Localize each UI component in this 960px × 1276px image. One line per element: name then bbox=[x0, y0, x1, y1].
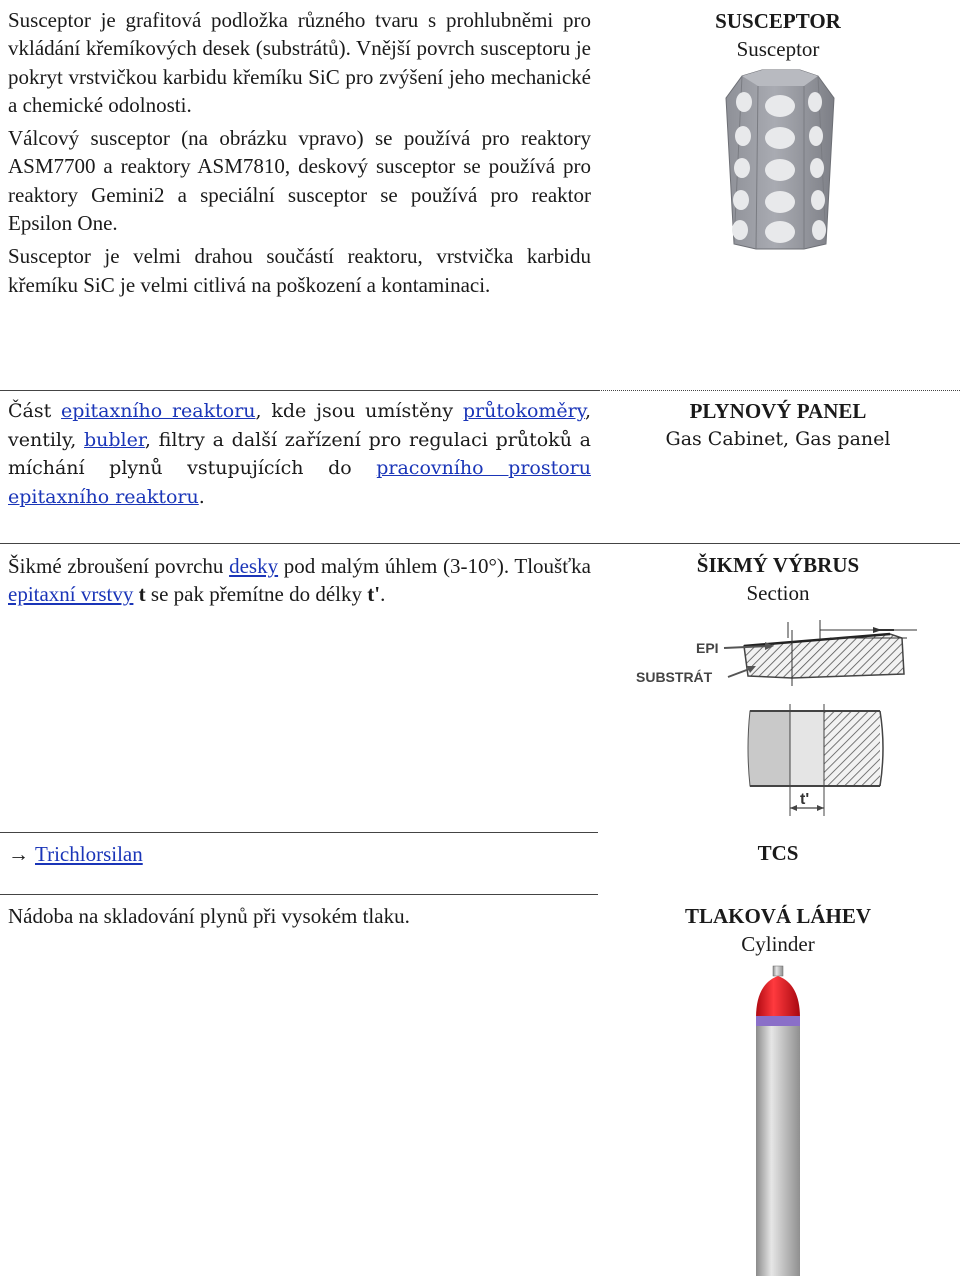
row-divider bbox=[0, 543, 960, 544]
link-bubbler[interactable]: bubler bbox=[84, 428, 145, 451]
susceptor-paragraph-2: Válcový susceptor (na obrázku vpravo) se používá pro reaktory ASM7700 a reaktory ASM7810, deskový susceptor se používá pro reaktory Gemini2 a speciální susceptor se používá pro reaktor Epsilon One. bbox=[8, 126, 591, 236]
susceptor-image bbox=[722, 68, 838, 250]
gas-cylinder-image bbox=[752, 964, 804, 1276]
text-part: Šikmé zbroušení povrchu bbox=[8, 554, 230, 578]
row-divider bbox=[598, 390, 960, 391]
arrow-icon: → bbox=[8, 842, 29, 866]
link-working-chamber[interactable]: pracovního prostoru epitaxního reaktoru bbox=[8, 457, 591, 508]
row-divider bbox=[0, 894, 598, 895]
text-part: pod malým úhlem (3-10°). Tloušťka bbox=[278, 554, 591, 578]
symbol-t: t bbox=[138, 582, 146, 607]
text-part: se pak přemítne do délky bbox=[145, 582, 368, 607]
cylinder-english: Cylinder bbox=[741, 932, 815, 956]
text-part: , kde jsou umístěny bbox=[255, 400, 463, 422]
text-part: , filtry a další zařízení pro regulaci průtoků a míchání plynů vstupujících do bbox=[8, 428, 591, 479]
gas-panel-definition bbox=[8, 397, 591, 511]
susceptor-english: Susceptor bbox=[736, 37, 820, 61]
susceptor-paragraph-3: Susceptor je velmi drahou součástí reaktoru, vrstvička karbidu křemíku SiC je velmi citlivá na poškození a kontaminaci. bbox=[8, 244, 591, 297]
bevel-section-figure bbox=[632, 616, 932, 826]
cylinder-term: TLAKOVÁ LÁHEV bbox=[684, 904, 872, 928]
label-t-prime: t' bbox=[800, 791, 810, 808]
row-divider bbox=[0, 390, 598, 391]
gas-panel-english: Gas Cabinet, Gas panel bbox=[665, 428, 891, 450]
susceptor-definition bbox=[8, 6, 591, 299]
susceptor-term: SUSCEPTOR bbox=[715, 9, 841, 33]
tcs-term: TCS bbox=[757, 841, 799, 865]
cylinder-term-cell bbox=[598, 902, 958, 958]
text-part: Část bbox=[8, 400, 62, 422]
label-substrate: SUBSTRÁT bbox=[636, 669, 713, 685]
bevel-term-cell bbox=[598, 551, 958, 607]
bevel-definition bbox=[8, 552, 591, 609]
link-epitaxial-reactor[interactable]: epitaxního reaktoru bbox=[61, 400, 256, 422]
label-epi: EPI bbox=[696, 640, 719, 656]
gas-panel-term-cell bbox=[598, 397, 958, 453]
bevel-english: Section bbox=[746, 581, 810, 605]
link-trichlorosilane[interactable]: Trichlorsilan bbox=[35, 842, 143, 866]
susceptor-paragraph-1: Susceptor je grafitová podložka různého tvaru s prohlubněmi pro vkládání křemíkových desek (substrátů). Vnější povrch susceptoru je pokryt vrstvičkou karbidu křemíku SiC pro zvýšení jeho mechanické a chemické odolnosti. bbox=[8, 8, 591, 117]
row-divider bbox=[0, 832, 598, 833]
cylinder-text: Nádoba na skladování plynů při vysokém tlaku. bbox=[8, 904, 410, 928]
link-epitaxial-layer[interactable]: epitaxní vrstvy bbox=[8, 582, 134, 607]
cylinder-definition bbox=[8, 902, 591, 930]
link-wafer[interactable]: desky bbox=[229, 554, 279, 578]
link-flowmeters[interactable]: průtokoměry bbox=[462, 400, 585, 422]
susceptor-term-cell bbox=[598, 7, 958, 63]
tcs-definition bbox=[8, 840, 591, 868]
tcs-term-cell bbox=[598, 839, 958, 867]
text-part: , ventily, bbox=[8, 400, 591, 451]
gas-panel-term: PLYNOVÝ PANEL bbox=[689, 399, 867, 423]
bevel-term: ŠIKMÝ VÝBRUS bbox=[696, 553, 860, 577]
symbol-t-prime: t' bbox=[367, 582, 381, 607]
text-part: . bbox=[198, 485, 205, 508]
text-part: . bbox=[380, 582, 386, 607]
